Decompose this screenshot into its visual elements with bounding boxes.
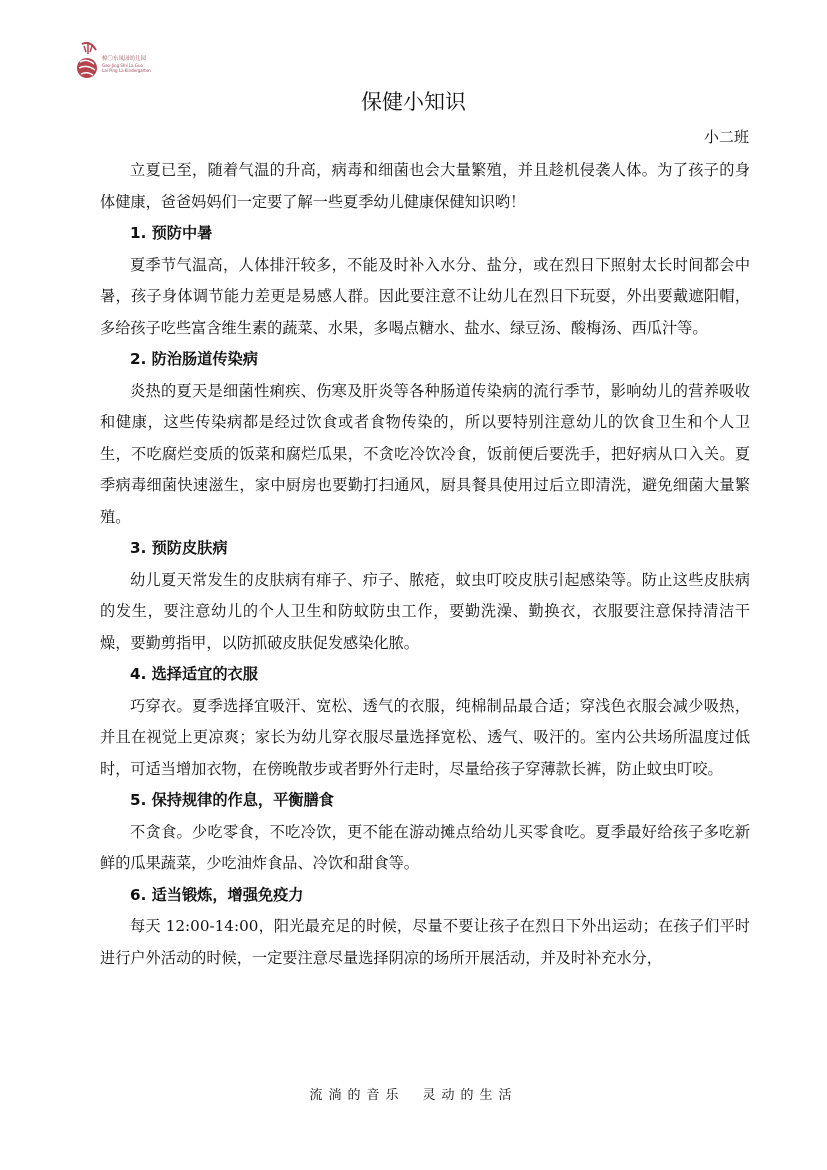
logo-emblem-icon	[74, 38, 104, 82]
section-text-4: 巧穿衣。夏季选择宜吸汗、宽松、透气的衣服，纯棉制品最合适；穿浅色衣服会减少吸热，并且在视觉上更凉爽；家长为幼儿穿衣服尽量选择宽松、透气、吸汗的。室内公共场所温度过低时，可适当增加衣物，在傍晚散步或者野外行走时，尽量给孩子穿薄款长裤，防止蚊虫叮咬。	[100, 696, 750, 778]
class-label: 小二班	[703, 128, 749, 146]
section-heading-4: 4. 选择适宜的衣服	[130, 665, 258, 683]
section-text-6: 每天 12:00-14:00，阳光最充足的时候，尽量不要让孩子在烈日下外出运动；在孩子们平时进行户外活动的时候，一定要注意尽量选择阴凉的场所开展活动，并及时补充水分，	[100, 917, 750, 967]
section-heading-5: 5. 保持规律的作息，平衡膳食	[130, 791, 334, 809]
section-heading-2: 2. 防治肠道传染病	[130, 350, 258, 368]
article-body	[100, 155, 750, 974]
page-footer	[0, 1084, 827, 1103]
section-text-5: 不贪食。少吃零食，不吃冷饮，更不能在游动摊点给幼儿买零食吃。夏季最好给孩子多吃新鲜的瓜果蔬菜，少吃油炸食品、冷饮和甜食等。	[100, 822, 750, 872]
section-heading-1: 1. 预防中暑	[130, 224, 213, 242]
section-text-1: 夏季节气温高，人体排汗较多，不能及时补入水分、盐分，或在烈日下照射太长时间都会中暑，孩子身体调节能力差更是易感人群。因此要注意不让幼儿在烈日下玩耍，外出要戴遮阳帽，多给孩子吃些富含维生素的蔬菜、水果，多喝点糖水、盐水、绿豆汤、酸梅汤、西瓜汁等。	[100, 255, 750, 337]
kindergarten-logo	[74, 38, 184, 88]
logo-name-en-2: Lai Ping La Kindergarten	[102, 68, 151, 73]
section-text-2: 炎热的夏天是细菌性痢疾、伤寒及肝炎等各种肠道传染病的流行季节，影响幼儿的营养吸收和健康，这些传染病都是经过饮食或者食物传染的，所以要特别注意幼儿的饮食卫生和个人卫生，不吃腐烂变质的饭菜和腐烂瓜果，不贪吃冷饮冷食，饭前便后要洗手，把好病从口入关。夏季病毒细菌快速滋生，家中厨房也要勤打扫通风，厨具餐具使用过后立即清洗，避免细菌大量繁殖。	[100, 381, 750, 526]
section-heading-3: 3. 预防皮肤病	[130, 539, 228, 557]
footer-motto-right: 灵动的生活	[422, 1088, 518, 1103]
page-title: 保健小知识	[361, 90, 466, 114]
intro-paragraph: 立夏已至，随着气温的升高，病毒和细菌也会大量繁殖，并且趁机侵袭人体。为了孩子的身体健康，爸爸妈妈们一定要了解一些夏季幼儿健康保健知识哟！	[100, 161, 750, 211]
footer-motto-left: 流淌的音乐	[309, 1088, 405, 1103]
logo-name-en: Gao-Jing Shil La Guo	[102, 63, 143, 68]
logo-name-cn: 樟〇东凤园幼儿园	[102, 56, 147, 62]
section-heading-6: 6. 适当锻炼，增强免疫力	[130, 885, 304, 904]
section-text-3: 幼儿夏天常发生的皮肤病有痱子、疖子、脓疮，蚊虫叮咬皮肤引起感染等。防止这些皮肤病的发生，要注意幼儿的个人卫生和防蚊防虫工作，要勤洗澡、勤换衣，衣服要注意保持清洁干燥，要勤剪指甲，以防抓破皮肤促发感染化脓。	[100, 570, 750, 652]
